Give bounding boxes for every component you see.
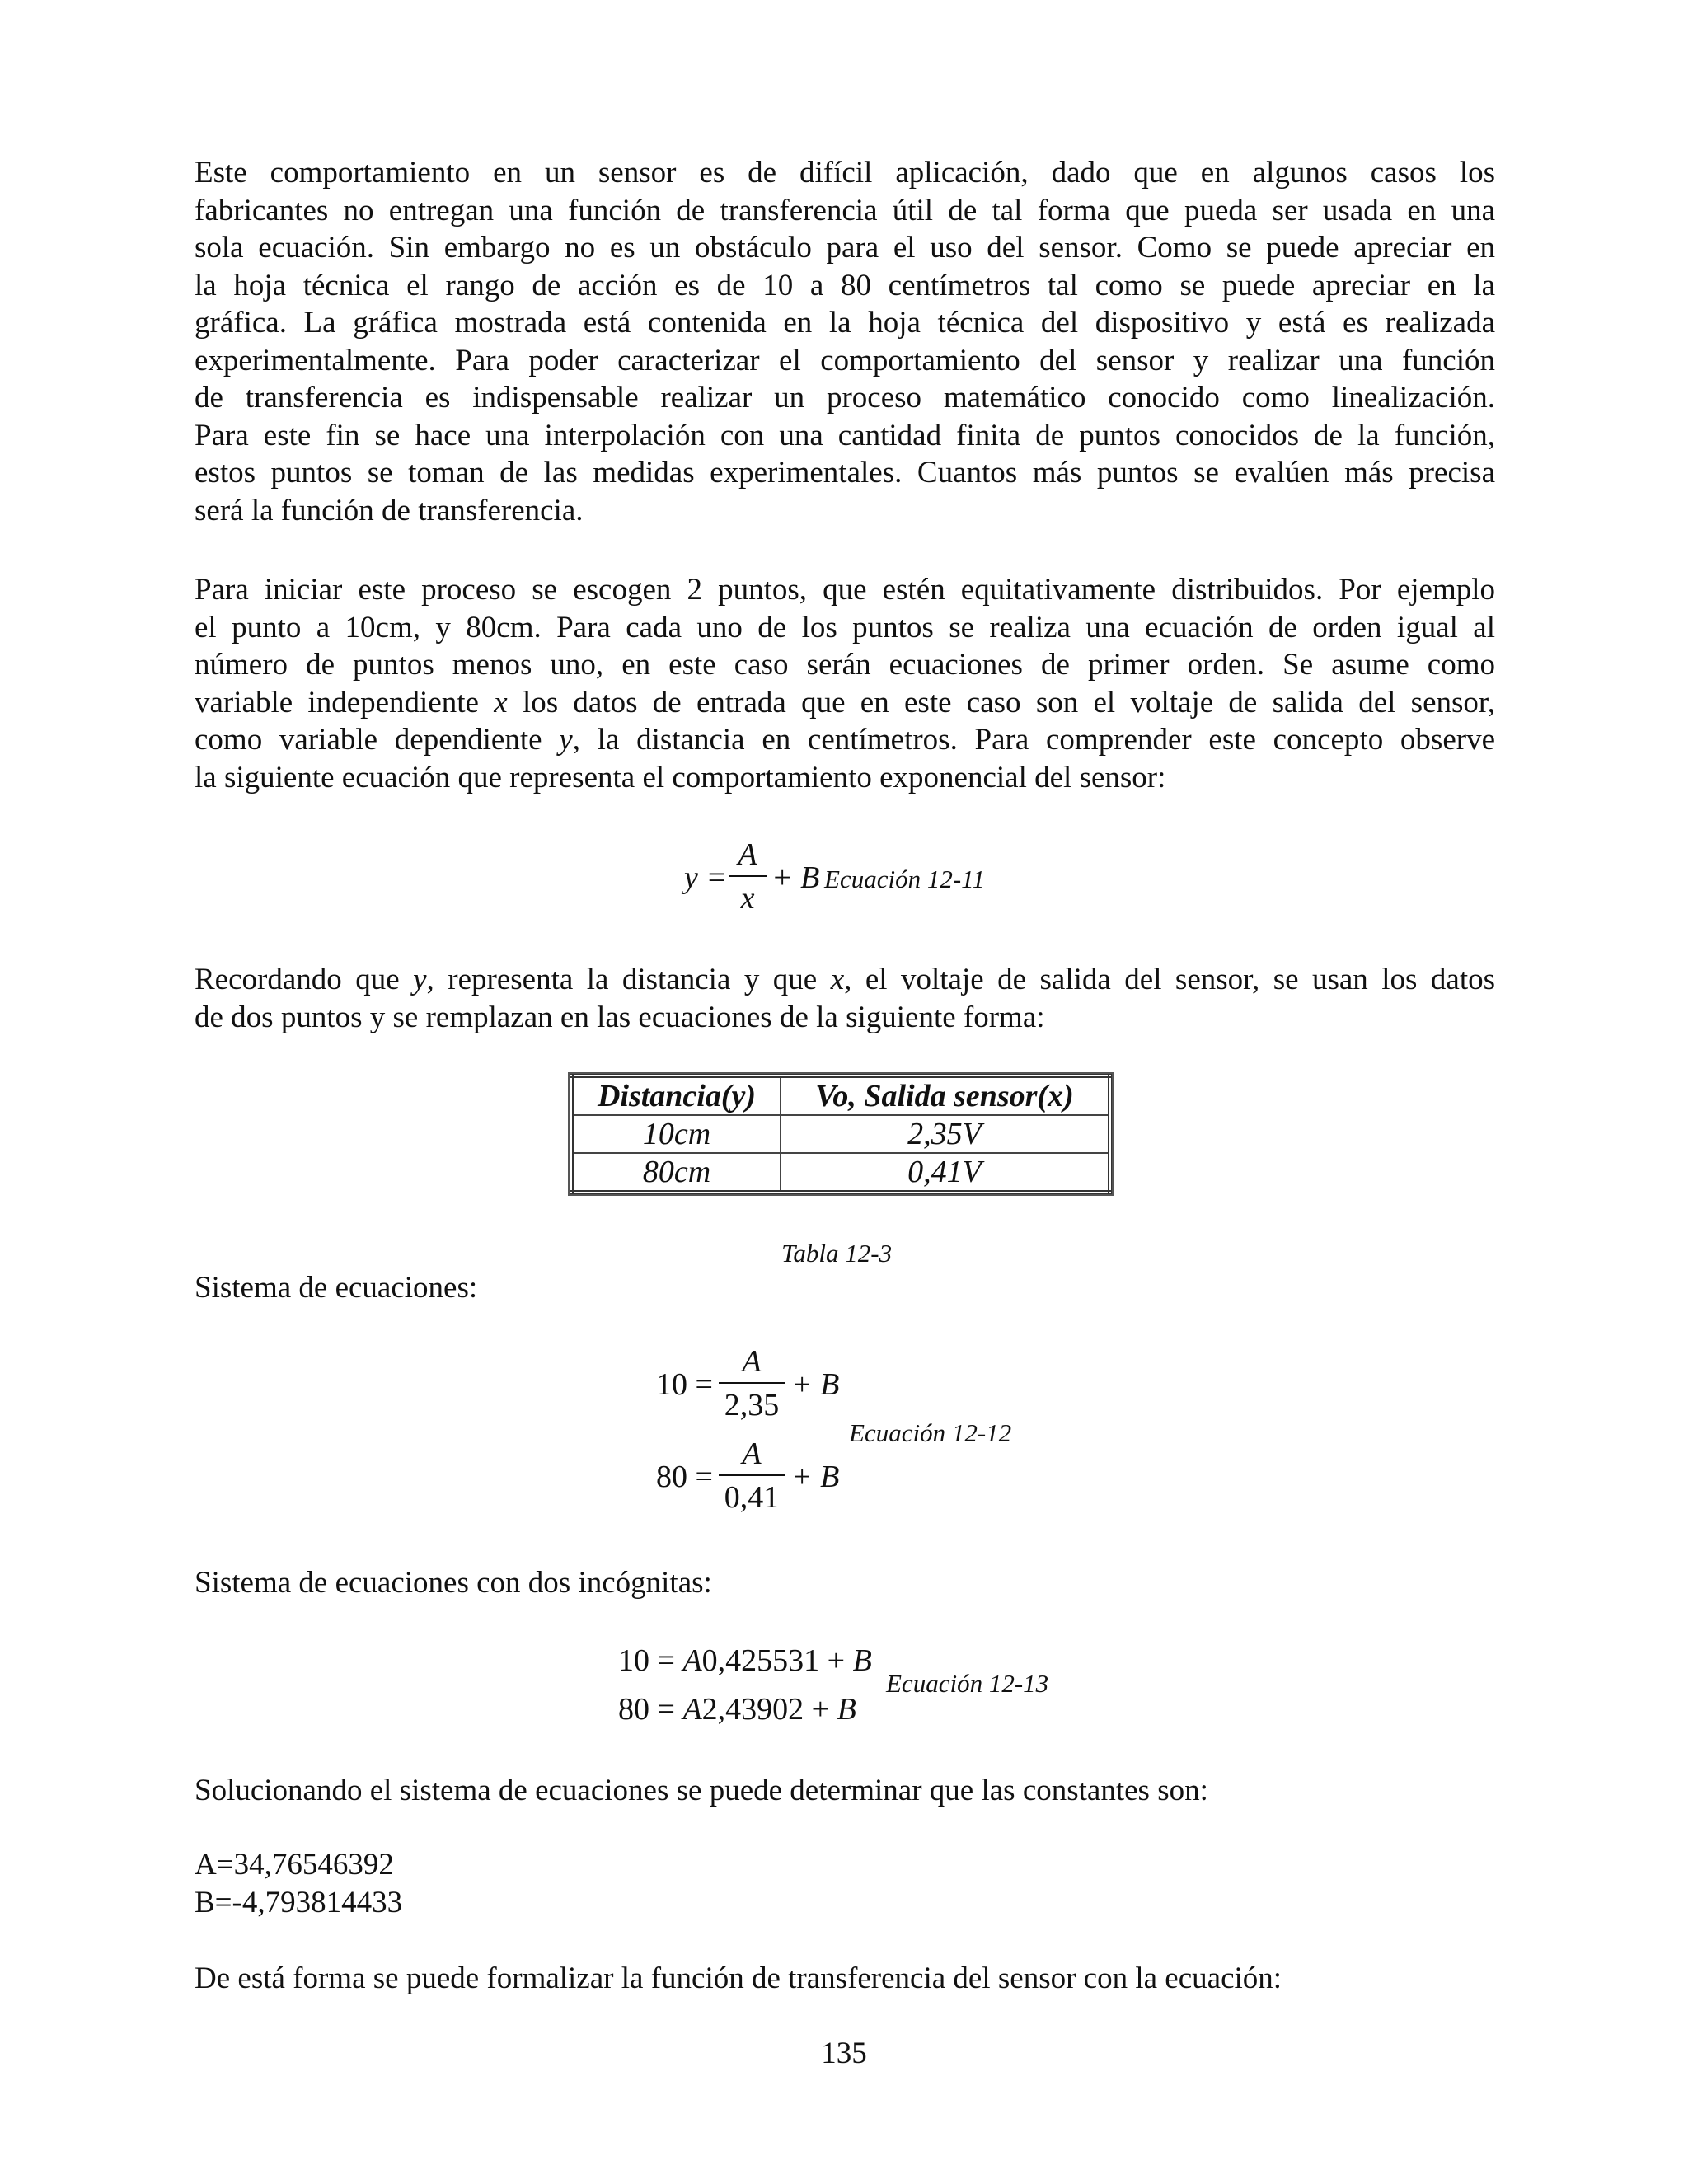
- equation-lhs: y =: [684, 860, 728, 895]
- data-table: [569, 1073, 1113, 1195]
- equation-rest: + B: [791, 1367, 840, 1402]
- denominator: 0,41: [724, 1480, 780, 1515]
- final-text: De está forma se puede formalizar la función de transferencia del sensor con la ecuación:: [195, 1961, 1282, 1995]
- equation-line: 10 = A0,425531 + B: [618, 1643, 872, 1678]
- equation-lhs: 80 =: [656, 1460, 713, 1494]
- table-caption: Tabla 12-3: [781, 1239, 893, 1268]
- constant-b: B=-4,793814433: [195, 1886, 403, 1919]
- sistema-label: Sistema de ecuaciones:: [195, 1271, 478, 1305]
- text-line: como variable dependiente y, la distancia en centímetros. Para comprender este concepto observe: [195, 723, 1495, 757]
- variable-x: x: [494, 685, 508, 719]
- fraction: [729, 837, 767, 916]
- equation-label: Ecuación 12-12: [849, 1418, 1012, 1447]
- fraction: [719, 1343, 785, 1423]
- solution-text: Solucionando el sistema de ecuaciones se puede determinar que las constantes son:: [195, 1774, 1208, 1807]
- table-header: Vo, Salida sensor(x): [781, 1076, 1110, 1115]
- text-line: de dos puntos y se remplazan en las ecuaciones de la siguiente forma:: [195, 1000, 1045, 1034]
- text-line: la siguiente ecuación que representa el comportamiento exponencial del sensor:: [195, 760, 1166, 794]
- text-line: el punto a 10cm, y 80cm. Para cada uno de los puntos se realiza una ecuación de orden igual al: [195, 610, 1495, 644]
- variable-y: y: [559, 723, 573, 757]
- text-line: gráfica. La gráfica mostrada está contenida en la hoja técnica del dispositivo y está es realizada: [195, 306, 1495, 340]
- text-line: número de puntos menos uno, en este caso serán ecuaciones de primer orden. Se asume como: [195, 648, 1495, 682]
- fraction: [719, 1436, 785, 1516]
- numerator: A: [742, 1436, 762, 1471]
- constant-a: A=34,76546392: [195, 1848, 394, 1882]
- text-line: Recordando que y, representa la distancia y que x, el voltaje de salida del sensor, se usan los datos: [195, 963, 1495, 996]
- table-row: [571, 1153, 1110, 1193]
- text-line: será la función de transferencia.: [195, 493, 584, 527]
- text-line: Para este fin se hace una interpolación con una cantidad finita de puntos conocidos de la función,: [195, 418, 1495, 452]
- table-cell: 2,35V: [781, 1115, 1110, 1153]
- text-line: Para iniciar este proceso se escogen 2 puntos, que estén equitativamente distribuidos. Por ejemplo: [195, 573, 1495, 607]
- equation-label: Ecuación 12-13: [886, 1669, 1049, 1698]
- equation-label: Ecuación 12-11: [824, 865, 985, 893]
- text-line: Este comportamiento en un sensor es de difícil aplicación, dado que en algunos casos los: [195, 156, 1495, 190]
- text-line: la hoja técnica el rango de acción es de 10 a 80 centímetros tal como se puede apreciar en la: [195, 268, 1495, 302]
- text-line: fabricantes no entregan una función de transferencia útil de tal forma que pueda ser usada en una: [195, 193, 1495, 227]
- table-row: [571, 1115, 1110, 1153]
- numerator: A: [742, 1344, 762, 1379]
- table-cell: 80cm: [571, 1153, 781, 1193]
- text-line: variable independiente x los datos de entrada que en este caso son el voltaje de salida del sensor,: [195, 685, 1495, 719]
- table-header-row: [571, 1076, 1110, 1115]
- equation-rest: + B: [771, 860, 820, 895]
- page-number: 135: [821, 2036, 867, 2070]
- denominator: x: [740, 881, 755, 916]
- text-line: sola ecuación. Sin embargo no es un obstáculo para el uso del sensor. Como se puede apreciar en: [195, 231, 1495, 265]
- text-line: estos puntos se toman de las medidas experimentales. Cuantos más puntos se evalúen más precisa: [195, 456, 1495, 490]
- denominator: 2,35: [724, 1388, 780, 1422]
- variable-x: x: [830, 963, 845, 996]
- paragraph-intro: [195, 154, 1495, 529]
- numerator: A: [738, 837, 757, 872]
- sistema2-label: Sistema de ecuaciones con dos incógnitas:: [195, 1566, 712, 1600]
- equation-lhs: 10 =: [656, 1367, 713, 1402]
- table-cell: 0,41V: [781, 1153, 1110, 1193]
- equation-line: 80 = A2,43902 + B: [618, 1692, 856, 1727]
- text-line: experimentalmente. Para poder caracterizar el comportamiento del sensor y realizar una función: [195, 343, 1495, 377]
- text-line: de transferencia es indispensable realizar un proceso matemático conocido como linealización.: [195, 381, 1495, 415]
- table-header: Distancia(y): [571, 1076, 781, 1115]
- paragraph-recordando: [195, 961, 1495, 1036]
- equation-rest: + B: [791, 1460, 840, 1494]
- table-cell: 10cm: [571, 1115, 781, 1153]
- paragraph-process: [195, 571, 1495, 796]
- variable-y: y: [413, 963, 427, 996]
